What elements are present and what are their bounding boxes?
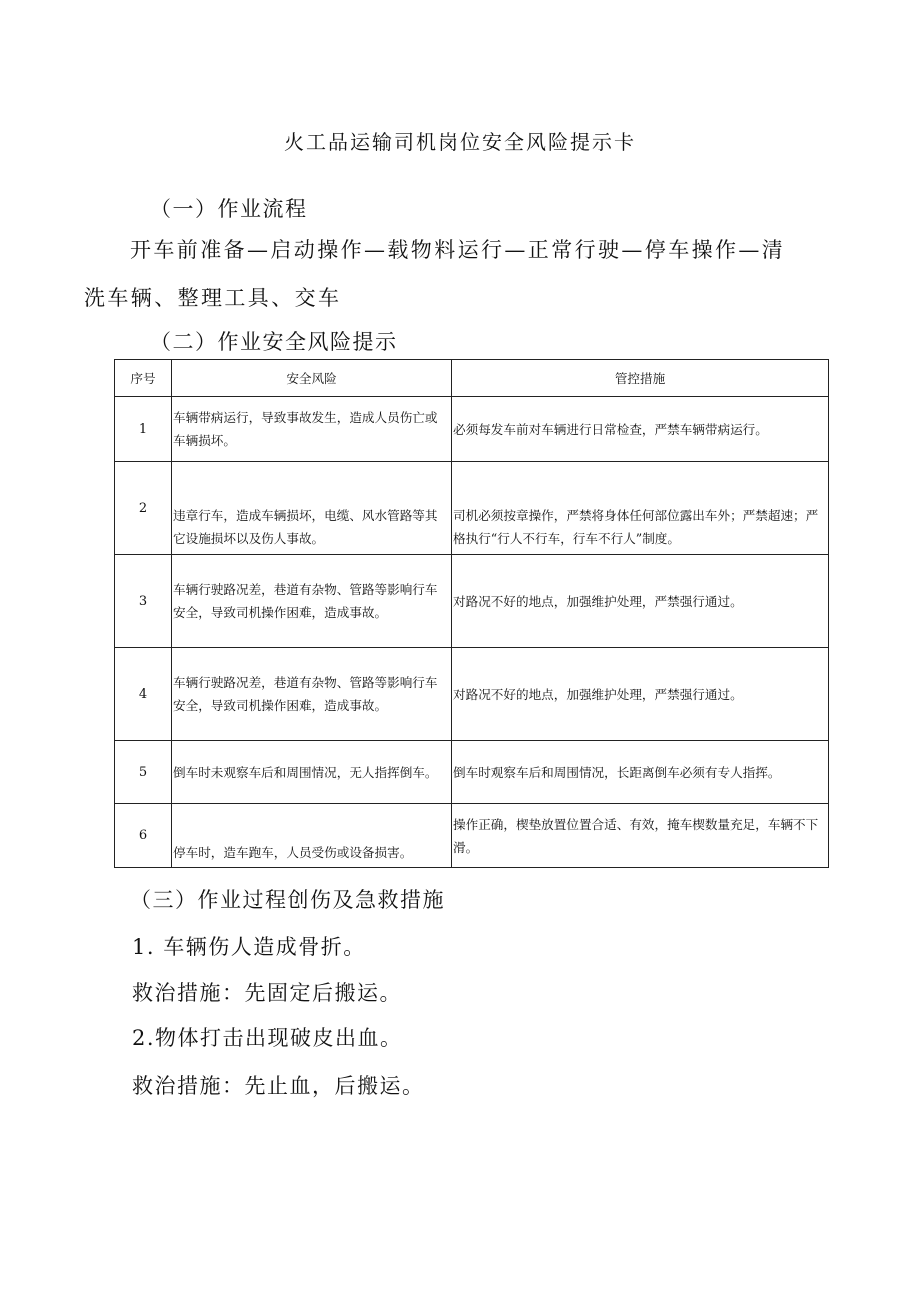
risk-cell: 违章行车，造成车辆损坏，电缆、风水管路等其它设施损坏以及伤人事故。 — [172, 462, 452, 555]
risk-cell: 车辆行驶路况差，巷道有杂物、管路等影响行车安全，导致司机操作困难，造成事故。 — [172, 555, 452, 648]
row-number: 3 — [115, 555, 172, 648]
workflow-text-line2: 洗车辆、整理工具、交车 — [84, 286, 342, 310]
header-risk: 安全风险 — [172, 360, 452, 397]
document-title: 火工品运输司机岗位安全风险提示卡 — [284, 130, 636, 154]
row-number: 2 — [115, 462, 172, 555]
risk-table — [114, 359, 829, 868]
row-number: 6 — [115, 804, 172, 868]
first-aid-item: 2.物体打击出现破皮出血。 — [132, 1026, 403, 1050]
risk-cell: 车辆行驶路况差，巷道有杂物、管路等影响行车安全，导致司机操作困难，造成事故。 — [172, 648, 452, 741]
table-row — [115, 648, 829, 741]
section2-heading: （二）作业安全风险提示 — [150, 330, 398, 354]
table-row — [115, 397, 829, 462]
section1-heading: （一）作业流程 — [150, 197, 308, 221]
workflow-text-line1: 开车前准备—启动操作—载物料运行—正常行驶—停车操作—清 — [130, 238, 786, 262]
row-number: 4 — [115, 648, 172, 741]
table-header-row — [115, 360, 829, 397]
control-cell: 必须每发车前对车辆进行日常检查，严禁车辆带病运行。 — [452, 397, 829, 462]
first-aid-measure: 救治措施：先固定后搬运。 — [132, 981, 402, 1005]
control-cell: 对路况不好的地点，加强维护处理，严禁强行通过。 — [452, 555, 829, 648]
table-row — [115, 555, 829, 648]
control-cell: 倒车时观察车后和周围情况，长距离倒车必须有专人指挥。 — [452, 741, 829, 804]
row-number: 5 — [115, 741, 172, 804]
table-row — [115, 741, 829, 804]
table-row — [115, 462, 829, 555]
risk-cell: 停车时，造车跑车，人员受伤或设备损害。 — [172, 804, 452, 868]
risk-cell: 车辆带病运行，导致事故发生，造成人员伤亡或车辆损坏。 — [172, 397, 452, 462]
control-cell: 操作正确，楔垫放置位置合适、有效，掩车楔数量充足，车辆不下滑。 — [452, 804, 829, 868]
row-number: 1 — [115, 397, 172, 462]
section3-heading: （三）作业过程创伤及急救措施 — [130, 888, 445, 912]
header-no: 序号 — [115, 360, 172, 397]
risk-cell: 倒车时未观察车后和周围情况，无人指挥倒车。 — [172, 741, 452, 804]
control-cell: 对路况不好的地点，加强维护处理，严禁强行通过。 — [452, 648, 829, 741]
control-cell: 司机必须按章操作，严禁将身体任何部位露出车外；严禁超速；严格执行“行人不行车，行车不行人”制度。 — [452, 462, 829, 555]
first-aid-item: 1. 车辆伤人造成骨折。 — [132, 935, 366, 959]
first-aid-measure: 救治措施：先止血，后搬运。 — [132, 1074, 425, 1098]
table-row — [115, 804, 829, 868]
header-control: 管控措施 — [452, 360, 829, 397]
